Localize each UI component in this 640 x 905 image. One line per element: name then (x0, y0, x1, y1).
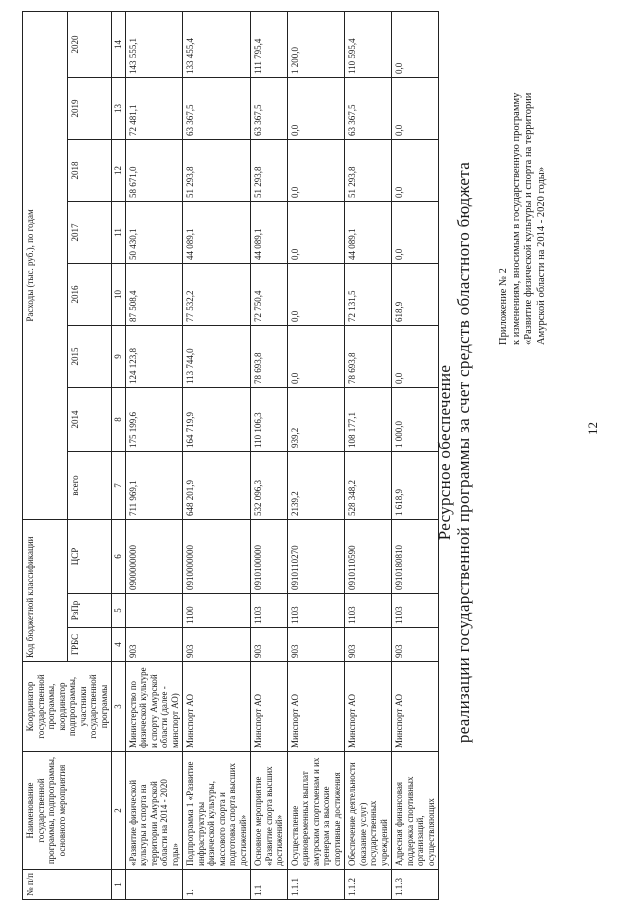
row-year-value: 618,9 (392, 263, 439, 325)
row-year-value: 72 131,5 (345, 263, 392, 325)
row-name: «Развитие физической культуры и спорта на территории Амурской области на 2014 - 2020 годы» (125, 752, 183, 870)
header-year: 2018 (67, 139, 112, 201)
row-year-value: 0,0 (392, 11, 439, 77)
table-row (125, 11, 183, 899)
column-index-cell: 2 (112, 752, 126, 870)
row-number: 1.1 (251, 870, 288, 900)
row-name: Подпрограмма 1 «Развитие инфраструктуры физической культуры, массового спорта и подготовка спорта высших достижений» (183, 752, 251, 870)
row-year-value: 0,0 (287, 263, 345, 325)
header-csr: ЦСР (67, 519, 112, 593)
row-name: Осуществление единовременных выплат амурским спортсменам и их тренерам за высокие спортивные достижения (287, 752, 345, 870)
row-grbs: 903 (392, 628, 439, 662)
column-index-cell: 3 (112, 662, 126, 752)
row-year-value: 133 455,4 (183, 11, 251, 77)
column-index-cell: 8 (112, 387, 126, 451)
header-expenses: Расходы (тыс. руб.), по годам (23, 11, 68, 519)
row-year-value: 0,0 (287, 77, 345, 139)
row-name: Обеспечение деятельности (оказание услуг) государственных учреждений (345, 752, 392, 870)
row-year-value: 51 293,8 (183, 139, 251, 201)
header-year: 2017 (67, 201, 112, 263)
table-row (251, 11, 288, 899)
row-year-value: 0,0 (287, 139, 345, 201)
header-total: всего (67, 451, 112, 519)
row-year-value: 63 367,5 (251, 77, 288, 139)
row-year-value: 175 199,6 (125, 387, 183, 451)
header-year: 2020 (67, 11, 112, 77)
row-year-value: 0,0 (392, 139, 439, 201)
title-line-1: Ресурсное обеспечение (435, 364, 454, 541)
row-year-value: 124 123,8 (125, 325, 183, 387)
row-grbs: 903 (125, 628, 183, 662)
row-rzpr: 1103 (287, 594, 345, 628)
table-row (287, 11, 345, 899)
row-year-value: 0,0 (287, 201, 345, 263)
table-row (392, 11, 439, 899)
row-year-value: 51 293,8 (345, 139, 392, 201)
row-csr: 0910110270 (287, 519, 345, 593)
row-rzpr (125, 594, 183, 628)
row-year-value: 44 089,1 (251, 201, 288, 263)
column-index-cell: 4 (112, 628, 126, 662)
appendix-line-3: «Развитие физической культуры и спорта на территории (523, 92, 534, 345)
row-year-value: 63 367,5 (183, 77, 251, 139)
header-year: 2019 (67, 77, 112, 139)
column-index-cell: 9 (112, 325, 126, 387)
row-number: 1.1.3 (392, 870, 439, 900)
row-grbs: 903 (183, 628, 251, 662)
appendix-line-2: к изменениям, вносимым в государственную программу (510, 92, 522, 345)
page-number: 12 (585, 422, 600, 435)
table-row (345, 11, 392, 899)
row-rzpr: 1103 (251, 594, 288, 628)
row-year-value: 50 430,1 (125, 201, 183, 263)
header-year: 2014 (67, 387, 112, 451)
header-budget-code: Код бюджетной классификации (23, 519, 68, 661)
row-csr: 0910110590 (345, 519, 392, 593)
row-year-value: 44 089,1 (183, 201, 251, 263)
row-total: 532 096,3 (251, 451, 288, 519)
row-year-value: 44 089,1 (345, 201, 392, 263)
column-index-cell: 13 (112, 77, 126, 139)
row-coordinator: Минспорт АО (392, 662, 439, 752)
row-year-value: 113 744,0 (183, 325, 251, 387)
appendix-line-1: Приложение № 2 (498, 268, 509, 345)
row-name: Адресная финансовая поддержка спортивных организаций, осуществляющих (392, 752, 439, 870)
row-coordinator: Минспорт АО (251, 662, 288, 752)
column-index-cell: 6 (112, 519, 126, 593)
row-year-value: 0,0 (287, 325, 345, 387)
row-rzpr: 1103 (392, 594, 439, 628)
row-year-value: 939,2 (287, 387, 345, 451)
row-year-value: 0,0 (392, 325, 439, 387)
table-row (183, 11, 251, 899)
header-row-1 (23, 11, 68, 899)
row-year-value: 58 671,0 (125, 139, 183, 201)
row-year-value: 78 693,8 (345, 325, 392, 387)
header-coordinator: Координатор государственной программы, координатор подпрограммы, участники государственной программы (23, 662, 112, 752)
row-year-value: 0,0 (392, 201, 439, 263)
row-csr: 0910100000 (251, 519, 288, 593)
header-num: № п/п (23, 870, 112, 900)
row-coordinator: Минспорт АО (183, 662, 251, 752)
column-index-cell: 14 (112, 11, 126, 77)
column-index-cell: 11 (112, 201, 126, 263)
row-coordinator: Минспорт АО (345, 662, 392, 752)
header-year: 2016 (67, 263, 112, 325)
row-year-value: 143 555,1 (125, 11, 183, 77)
row-total: 528 348,2 (345, 451, 392, 519)
header-name: Наименование государственной программы, подпрограммы, основного мероприятия (23, 752, 112, 870)
column-index-cell: 7 (112, 451, 126, 519)
row-number (125, 870, 183, 900)
row-year-value: 63 367,5 (345, 77, 392, 139)
row-rzpr: 1100 (183, 594, 251, 628)
row-csr: 0910000000 (183, 519, 251, 593)
row-coordinator: Министерство по физической культуре и спорту Амурской области (далее - минспорт АО) (125, 662, 183, 752)
appendix-line-4: Амурской области на 2014 - 2020 годы» (535, 166, 547, 345)
row-year-value: 111 795,4 (251, 11, 288, 77)
row-total: 648 201,9 (183, 451, 251, 519)
row-rzpr: 1103 (345, 594, 392, 628)
row-year-value: 72 481,1 (125, 77, 183, 139)
column-index-cell: 10 (112, 263, 126, 325)
table-body (23, 11, 439, 899)
row-total: 2139,2 (287, 451, 345, 519)
header-year: 2015 (67, 325, 112, 387)
row-coordinator: Минспорт АО (287, 662, 345, 752)
resource-table (22, 11, 439, 900)
title-line-2: реализации государственной программы за счет средств областного бюджета (454, 161, 473, 744)
row-year-value: 51 293,8 (251, 139, 288, 201)
row-year-value: 110 595,4 (345, 11, 392, 77)
row-number: 1. (183, 870, 251, 900)
row-grbs: 903 (345, 628, 392, 662)
row-name: Основное мероприятие «Развитие спорта высших достижений» (251, 752, 288, 870)
row-total: 1 618,9 (392, 451, 439, 519)
row-number: 1.1.1 (287, 870, 345, 900)
row-year-value: 87 508,4 (125, 263, 183, 325)
column-index-row (112, 11, 126, 899)
row-year-value: 108 177,1 (345, 387, 392, 451)
row-year-value: 164 719,9 (183, 387, 251, 451)
header-rzpr: РзПр (67, 594, 112, 628)
row-year-value: 110 106,3 (251, 387, 288, 451)
row-csr: 0900000000 (125, 519, 183, 593)
row-year-value: 78 693,8 (251, 325, 288, 387)
document-title (435, 0, 473, 905)
column-index-cell: 12 (112, 139, 126, 201)
row-year-value: 1 200,0 (287, 11, 345, 77)
row-csr: 0910180810 (392, 519, 439, 593)
row-total: 711 969,1 (125, 451, 183, 519)
row-year-value: 1 000,0 (392, 387, 439, 451)
row-year-value: 77 532,2 (183, 263, 251, 325)
appendix-note (498, 5, 548, 345)
header-grbs: ГРБС (67, 628, 112, 662)
row-number: 1.1.2 (345, 870, 392, 900)
column-index-cell: 1 (112, 870, 126, 900)
row-year-value: 72 750,4 (251, 263, 288, 325)
row-grbs: 903 (251, 628, 288, 662)
column-index-cell: 5 (112, 594, 126, 628)
row-grbs: 903 (287, 628, 345, 662)
row-year-value: 0,0 (392, 77, 439, 139)
